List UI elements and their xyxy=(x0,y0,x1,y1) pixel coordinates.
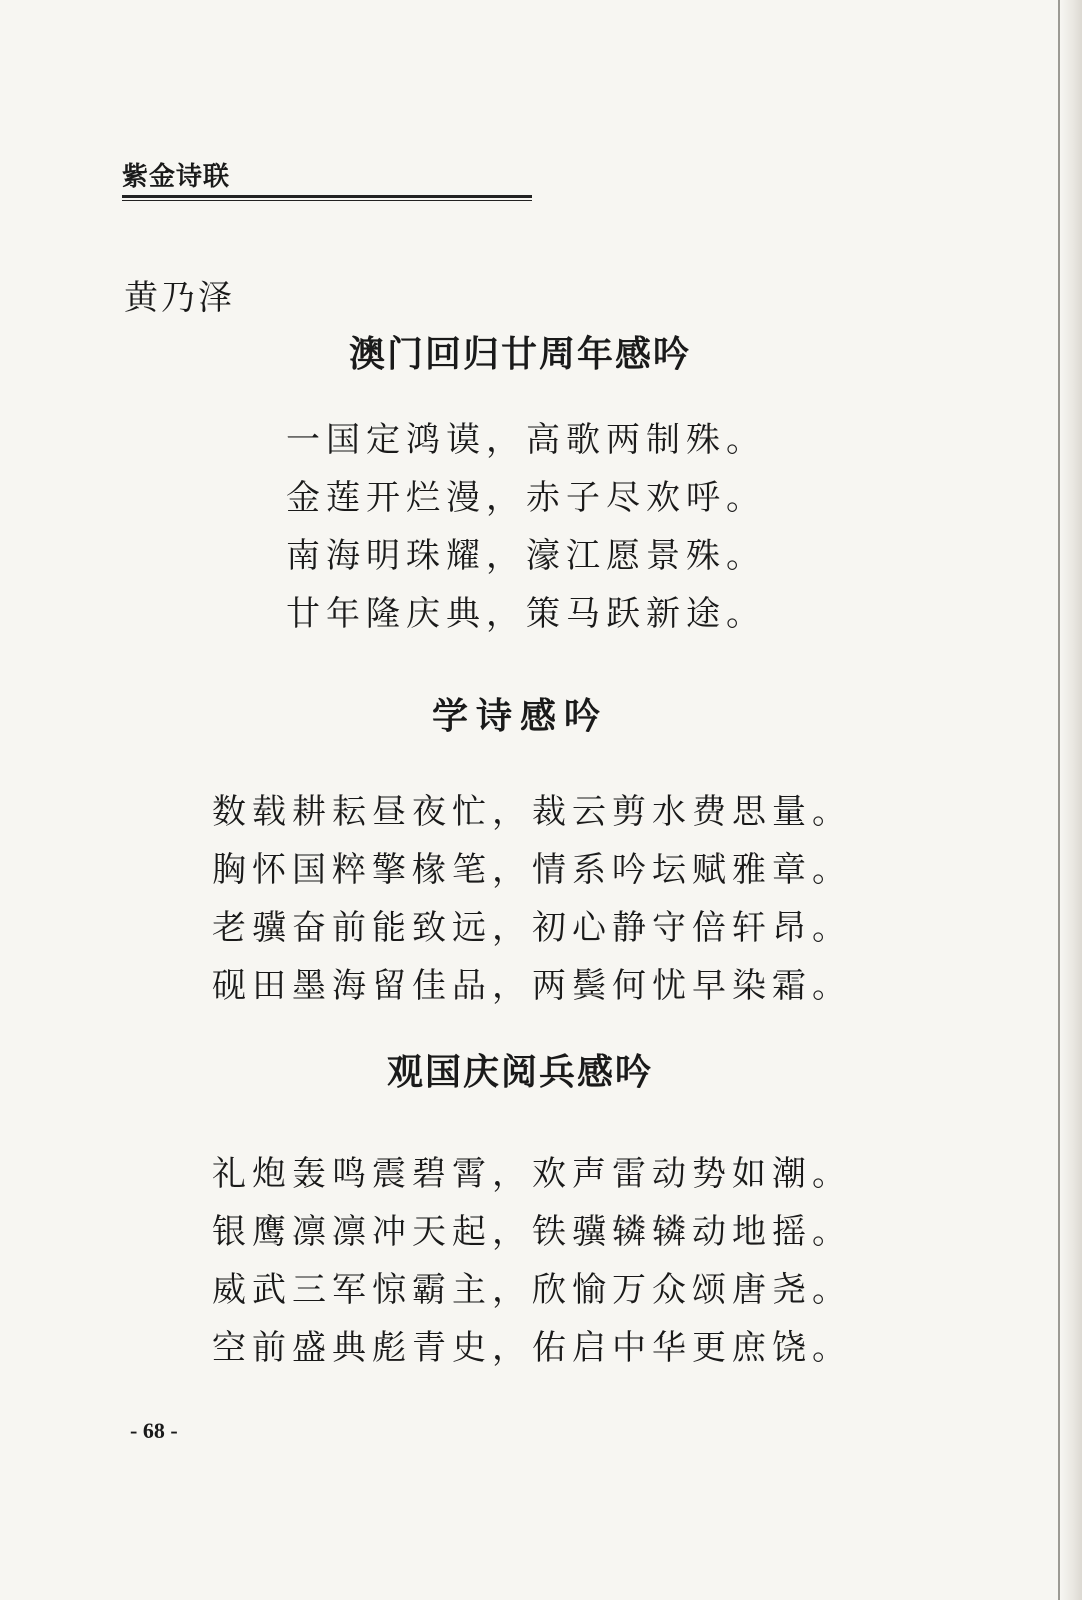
poem-lines xyxy=(286,411,1040,643)
poem-lines xyxy=(212,783,1040,1015)
poem xyxy=(0,326,1040,643)
poem-title: 观国庆阅兵感吟 xyxy=(386,1051,653,1093)
poem-line: 金莲开烂漫，赤子尽欢呼。 xyxy=(286,478,766,518)
poem-lines xyxy=(212,1145,1040,1377)
header-rule xyxy=(122,195,532,198)
header-title: 紫金诗联 xyxy=(122,162,231,192)
poem-line: 胸怀国粹擎椽笔，情系吟坛赋雅章。 xyxy=(212,850,852,890)
poem-line: 廿年隆庆典，策马跃新途。 xyxy=(286,594,766,634)
poem-line: 数载耕耘昼夜忙，裁云剪水费思量。 xyxy=(212,792,852,832)
poem-title: 澳门回归廿周年感吟 xyxy=(348,333,691,375)
poem-line: 礼炮轰鸣震碧霄，欢声雷动势如潮。 xyxy=(212,1154,852,1194)
header-rule-thin xyxy=(122,200,532,201)
poem-line: 砚田墨海留佳品，两鬓何忧早染霜。 xyxy=(212,966,852,1006)
poem xyxy=(0,1044,1040,1377)
poem-title: 学诗感吟 xyxy=(431,695,608,737)
poem-line: 银鹰凛凛冲天起，铁骥辚辚动地摇。 xyxy=(212,1212,852,1252)
poem-line: 老骥奋前能致远，初心静守倍轩昂。 xyxy=(212,908,852,948)
poem-line: 威武三军惊霸主，欣愉万众颂唐尧。 xyxy=(212,1270,852,1310)
page-edge xyxy=(1060,0,1082,1600)
page-number: - 68 - xyxy=(130,1418,178,1443)
running-header xyxy=(122,160,532,201)
poem-line: 南海明珠耀，濠江愿景殊。 xyxy=(286,536,766,576)
poem-line: 一国定鸿谟，高歌两制殊。 xyxy=(286,420,766,460)
poem-line: 空前盛典彪青史，佑启中华更庶饶。 xyxy=(212,1328,852,1368)
author-name: 黄乃泽 xyxy=(124,278,235,318)
poem xyxy=(0,688,1040,1015)
